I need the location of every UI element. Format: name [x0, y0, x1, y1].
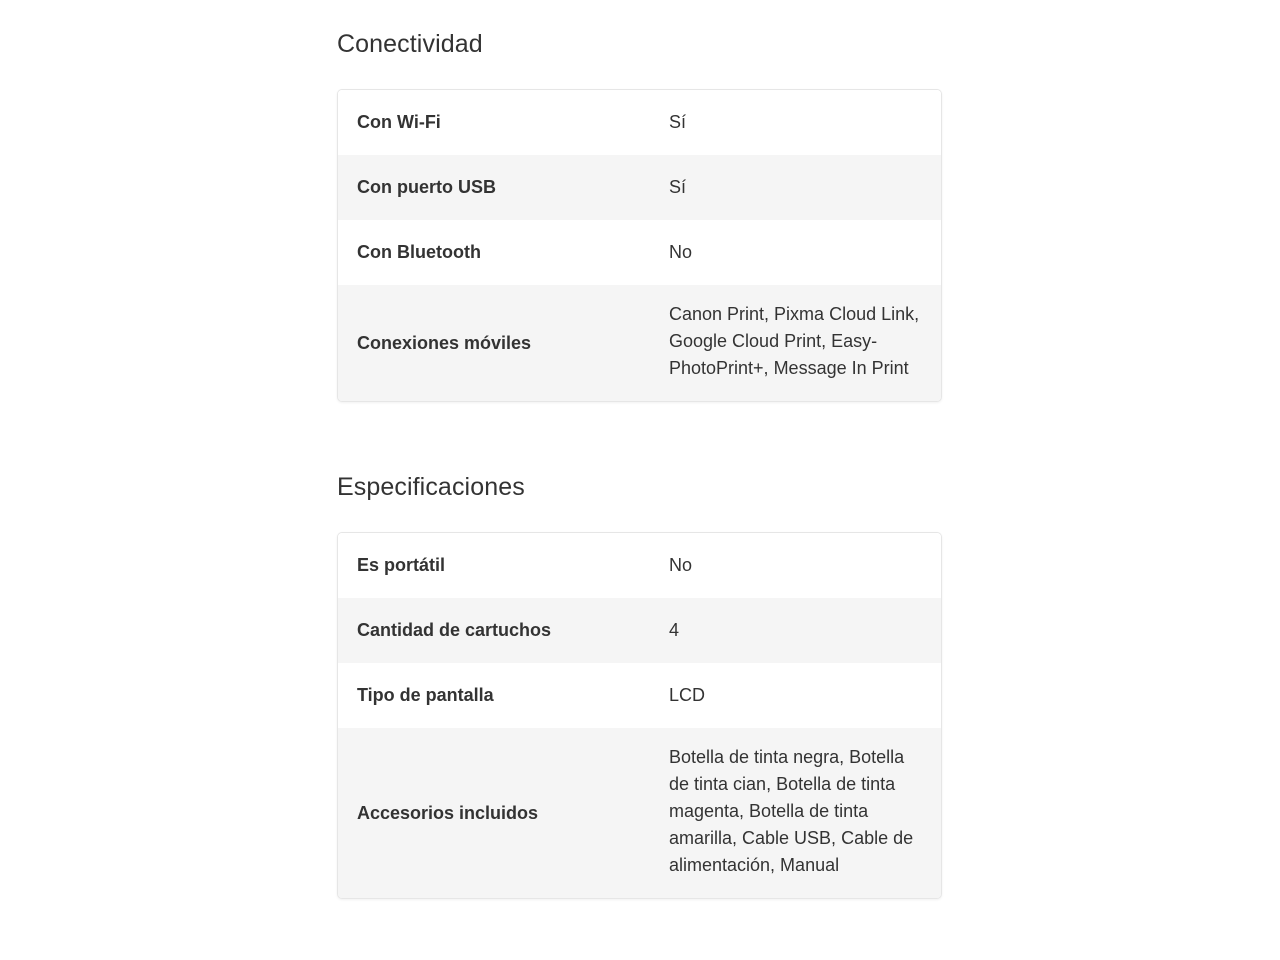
spec-key: Es portátil	[338, 533, 650, 598]
spec-key: Conexiones móviles	[338, 285, 650, 401]
spec-value: Canon Print, Pixma Cloud Link, Google Cloud Print, Easy-PhotoPrint+, Message In Print	[650, 285, 941, 401]
table-row	[338, 155, 941, 220]
spec-value: Sí	[650, 90, 941, 155]
spec-section-conectividad	[337, 28, 942, 402]
spec-section-especificaciones	[337, 471, 942, 899]
table-row	[338, 285, 941, 401]
spec-value: Sí	[650, 155, 941, 220]
spec-key: Cantidad de cartuchos	[338, 598, 650, 663]
spec-key: Con Wi-Fi	[338, 90, 650, 155]
spec-table	[337, 89, 942, 402]
spec-table	[337, 532, 942, 899]
table-row	[338, 533, 941, 598]
spec-key: Tipo de pantalla	[338, 663, 650, 728]
spec-value: LCD	[650, 663, 941, 728]
table-row	[338, 728, 941, 898]
section-title: Conectividad	[337, 30, 483, 58]
spec-value: Botella de tinta negra, Botella de tinta cian, Botella de tinta magenta, Botella de tinta amarilla, Cable USB, Cable de alimentación, Manual	[650, 728, 941, 898]
table-row	[338, 598, 941, 663]
spec-value: 4	[650, 598, 941, 663]
spec-value: No	[650, 220, 941, 285]
spec-key: Con puerto USB	[338, 155, 650, 220]
spec-key: Con Bluetooth	[338, 220, 650, 285]
section-title: Especificaciones	[337, 473, 525, 501]
table-row	[338, 220, 941, 285]
table-row	[338, 90, 941, 155]
spec-key: Accesorios incluidos	[338, 728, 650, 898]
table-row	[338, 663, 941, 728]
spec-value: No	[650, 533, 941, 598]
